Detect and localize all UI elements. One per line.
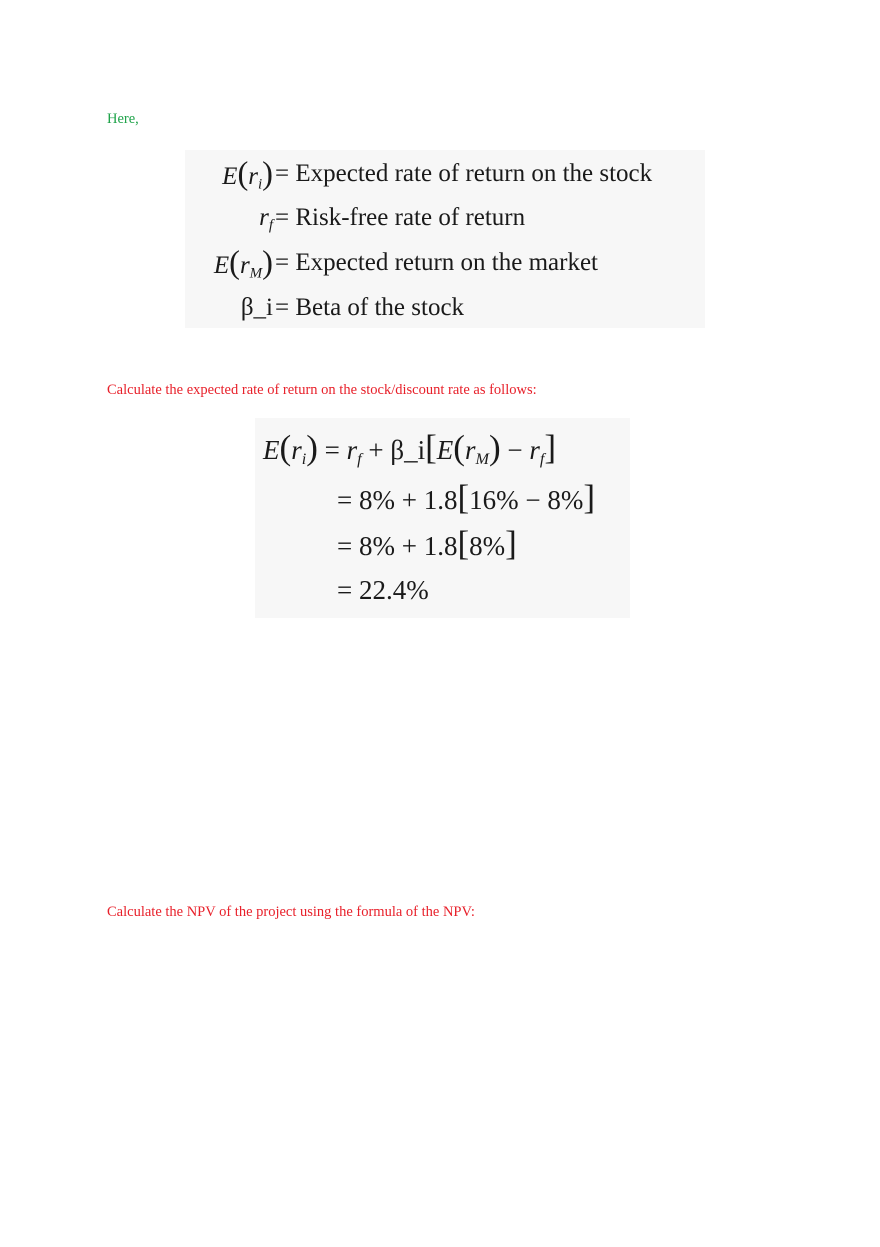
definition-symbol: β_i <box>240 294 273 321</box>
capm-simplification-text: = 8% + 1.8[8%] <box>337 524 517 563</box>
definition-beta <box>185 288 705 328</box>
definition-text: = Expected rate of return on the stock <box>275 160 653 187</box>
step1-instruction: Calculate the expected rate of return on the stock/discount rate as follows: <box>107 382 537 398</box>
definition-expected-return-market <box>185 243 705 283</box>
definition-text: = Beta of the stock <box>275 294 465 321</box>
capm-formula-text: $E(r_i) = r_f$ + $\beta\_i[E(r_M) - r_f]$ <box>263 428 557 468</box>
definition-risk-free-rate <box>185 198 705 238</box>
definitions-block <box>185 150 705 328</box>
definition-symbol: $E(r_i)$ <box>222 156 273 193</box>
definition-symbol: $r_f$ <box>259 204 273 234</box>
capm-result-text: = 22.4% <box>337 575 429 605</box>
step2-instruction: Calculate the NPV of the project using the formula of the NPV: <box>107 904 475 920</box>
definition-expected-return-stock <box>185 154 705 194</box>
capm-substitution-text: = 8% + 1.8[16% − 8%] <box>337 478 596 517</box>
intro-text: Here, <box>107 111 139 127</box>
capm-calculation-block <box>255 418 630 618</box>
definition-text: = Expected return on the market <box>275 249 598 276</box>
definition-symbol: $E(r_M)$ <box>213 245 273 282</box>
definition-text: = Risk-free rate of return <box>275 204 526 231</box>
